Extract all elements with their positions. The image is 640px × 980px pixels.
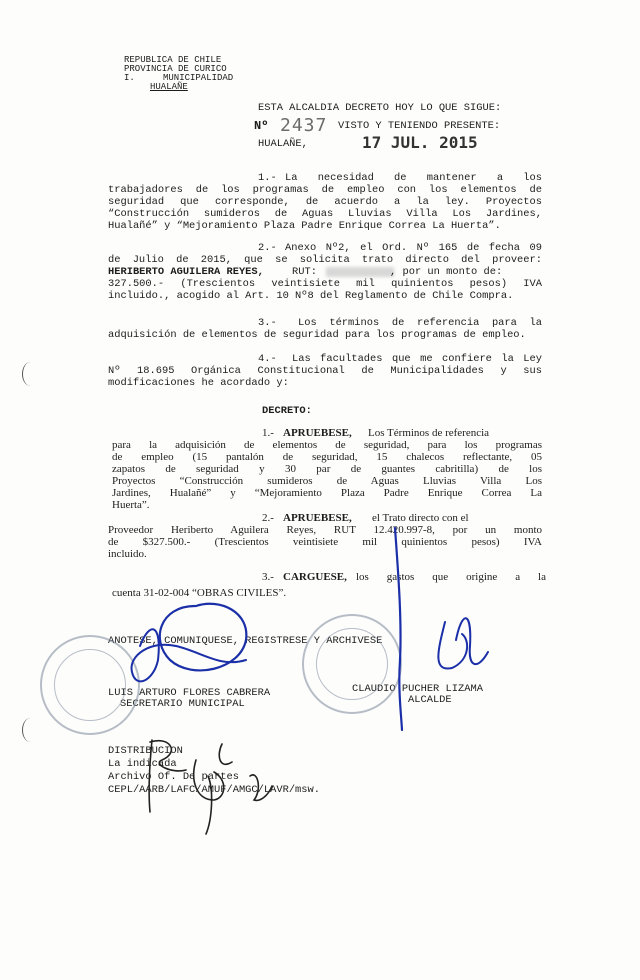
decreto-2-line: Proveedor Heriberto Aguilera Reyes, RUT 12.420.997-8, por un monto (108, 524, 542, 536)
visto-2-line: de Julio de 2015, que se solicita trato directo del proveer: (108, 254, 542, 266)
visto-2-line: 327.500.- (Trescientos veintisiete mil quinientos pesos) IVA (108, 278, 542, 290)
decreto-3-line: los gastos que origine a la (356, 571, 546, 583)
visto-2-amount-intro: , por un monto de: (390, 266, 503, 278)
decreto-2-line: el Trato directo con el (372, 512, 469, 524)
decreto-1-line: Jardines, Hualañé” y “Mejoramiento Plaza Padre Enrique Correa La (112, 487, 542, 499)
visto-4-number: 4.- (258, 353, 277, 365)
visto-1-line: trabajadores de los programas de empleo con los elementos de (108, 184, 542, 196)
header-country: REPUBLICA DE CHILE (124, 55, 222, 65)
decree-number-prefix: Nº (254, 119, 269, 133)
decreto-1-line: zapatos de seguridad y 30 par de guantes cabritilla) de los (112, 463, 542, 475)
visto-4-line: Nº 18.695 Orgánica Constitucional de Municipalidades y sus (108, 365, 542, 377)
decreto-3-number: 3.- (262, 571, 274, 583)
decreto-2-line: incluido. (108, 548, 147, 560)
decree-number-stamp: 2437 (280, 115, 328, 136)
header-province: PROVINCIA DE CURICO (124, 64, 227, 74)
header-municipality-prefix: I. (124, 73, 135, 83)
mayor-name: CLAUDIO PUCHER LIZAMA (352, 683, 483, 695)
distribution-line: La indicada (108, 758, 177, 770)
visto-2-line: incluido., acogido al Art. 10 Nº8 del Reglamento de Chile Compra. (108, 290, 514, 302)
decreto-3-line: cuenta 31-02-004 “OBRAS CIVILES”. (112, 587, 287, 599)
decreto-2-line: de $327.500.- (Trescientos veintisiete mil quinientos pesos) IVA (108, 536, 542, 548)
decreto-3-keyword: CARGUESE, (283, 571, 347, 583)
visto-3-line: Los términos de referencia para la (298, 317, 542, 329)
distribution-heading: DISTRIBUCION (108, 745, 183, 757)
visto-2-line: Anexo Nº2, el Ord. Nº 165 de fecha 09 (285, 242, 542, 254)
decreto-1-line: de empleo (15 pantalón de seguridad, 15 chalecos reflectante, 05 (112, 451, 542, 463)
decreto-1-line: Huerta”. (112, 499, 150, 511)
decreto-2-keyword: APRUEBESE, (283, 512, 352, 524)
visto-1-line: La necesidad de mantener a los (285, 172, 542, 184)
header-commune: HUALAÑE (150, 82, 188, 92)
visto-2-number: 2.- (258, 242, 277, 254)
decreto-1-number: 1.- (262, 427, 274, 439)
visto-1-number: 1.- (258, 172, 277, 184)
decreto-2-number: 2.- (262, 512, 274, 524)
secretary-name: LUIS ARTURO FLORES CABRERA (108, 687, 271, 699)
visto-3-number: 3.- (258, 317, 277, 329)
decreto-heading: DECRETO: (262, 405, 312, 417)
visto-3-line: adquisición de elementos de seguridad para los programas de empleo. (108, 329, 526, 341)
decreto-1-keyword: APRUEBESE, (283, 427, 352, 439)
visto-1-line: “Construcción sumideros de Aguas Lluvias Villa Los Jardines, (108, 208, 542, 220)
visto-4-line: Las facultades que me confiere la Ley (292, 353, 542, 365)
secretary-title: SECRETARIO MUNICIPAL (120, 698, 245, 710)
header-municipality: MUNICIPALIDAD (163, 73, 234, 83)
decreto-1-line: para la adquisición de elementos de seguridad, para los programas (112, 439, 542, 451)
intro-line: ESTA ALCALDIA DECRETO HOY LO QUE SIGUE: (258, 102, 502, 114)
provider-name: HERIBERTO AGUILERA REYES, (108, 266, 264, 278)
closing-formula: ANOTESE, COMUNIQUESE, REGISTRESE Y ARCHIVESE (108, 635, 383, 647)
distribution-line: CEPL/AARB/LAFC/AMUF/AMGC/LAVR/msw. (108, 784, 321, 796)
mayor-title: ALCALDE (408, 694, 452, 706)
distribution-line: Archivo Of. De partes (108, 771, 239, 783)
visto-1-line: Hualañé” y “Mejoramiento Plaza Padre Enrique Correa La Huerta”. (108, 220, 501, 232)
place-name: HUALAÑE, (258, 138, 308, 150)
decreto-1-line: Los Términos de referencia (368, 427, 490, 439)
visto-4-line: modificaciones he acordado y: (108, 377, 289, 389)
decreto-1-line: Proyectos “Construcción sumideros de Aguas Lluvias Villa Los (112, 475, 542, 487)
date-stamp: 17 JUL. 2015 (362, 133, 478, 152)
provider-rut-label: RUT: (292, 266, 317, 278)
visto-1-line: seguridad que corresponde, de acuerdo a la ley. Proyectos (108, 196, 542, 208)
visto-heading: VISTO Y TENIENDO PRESENTE: (338, 120, 501, 132)
